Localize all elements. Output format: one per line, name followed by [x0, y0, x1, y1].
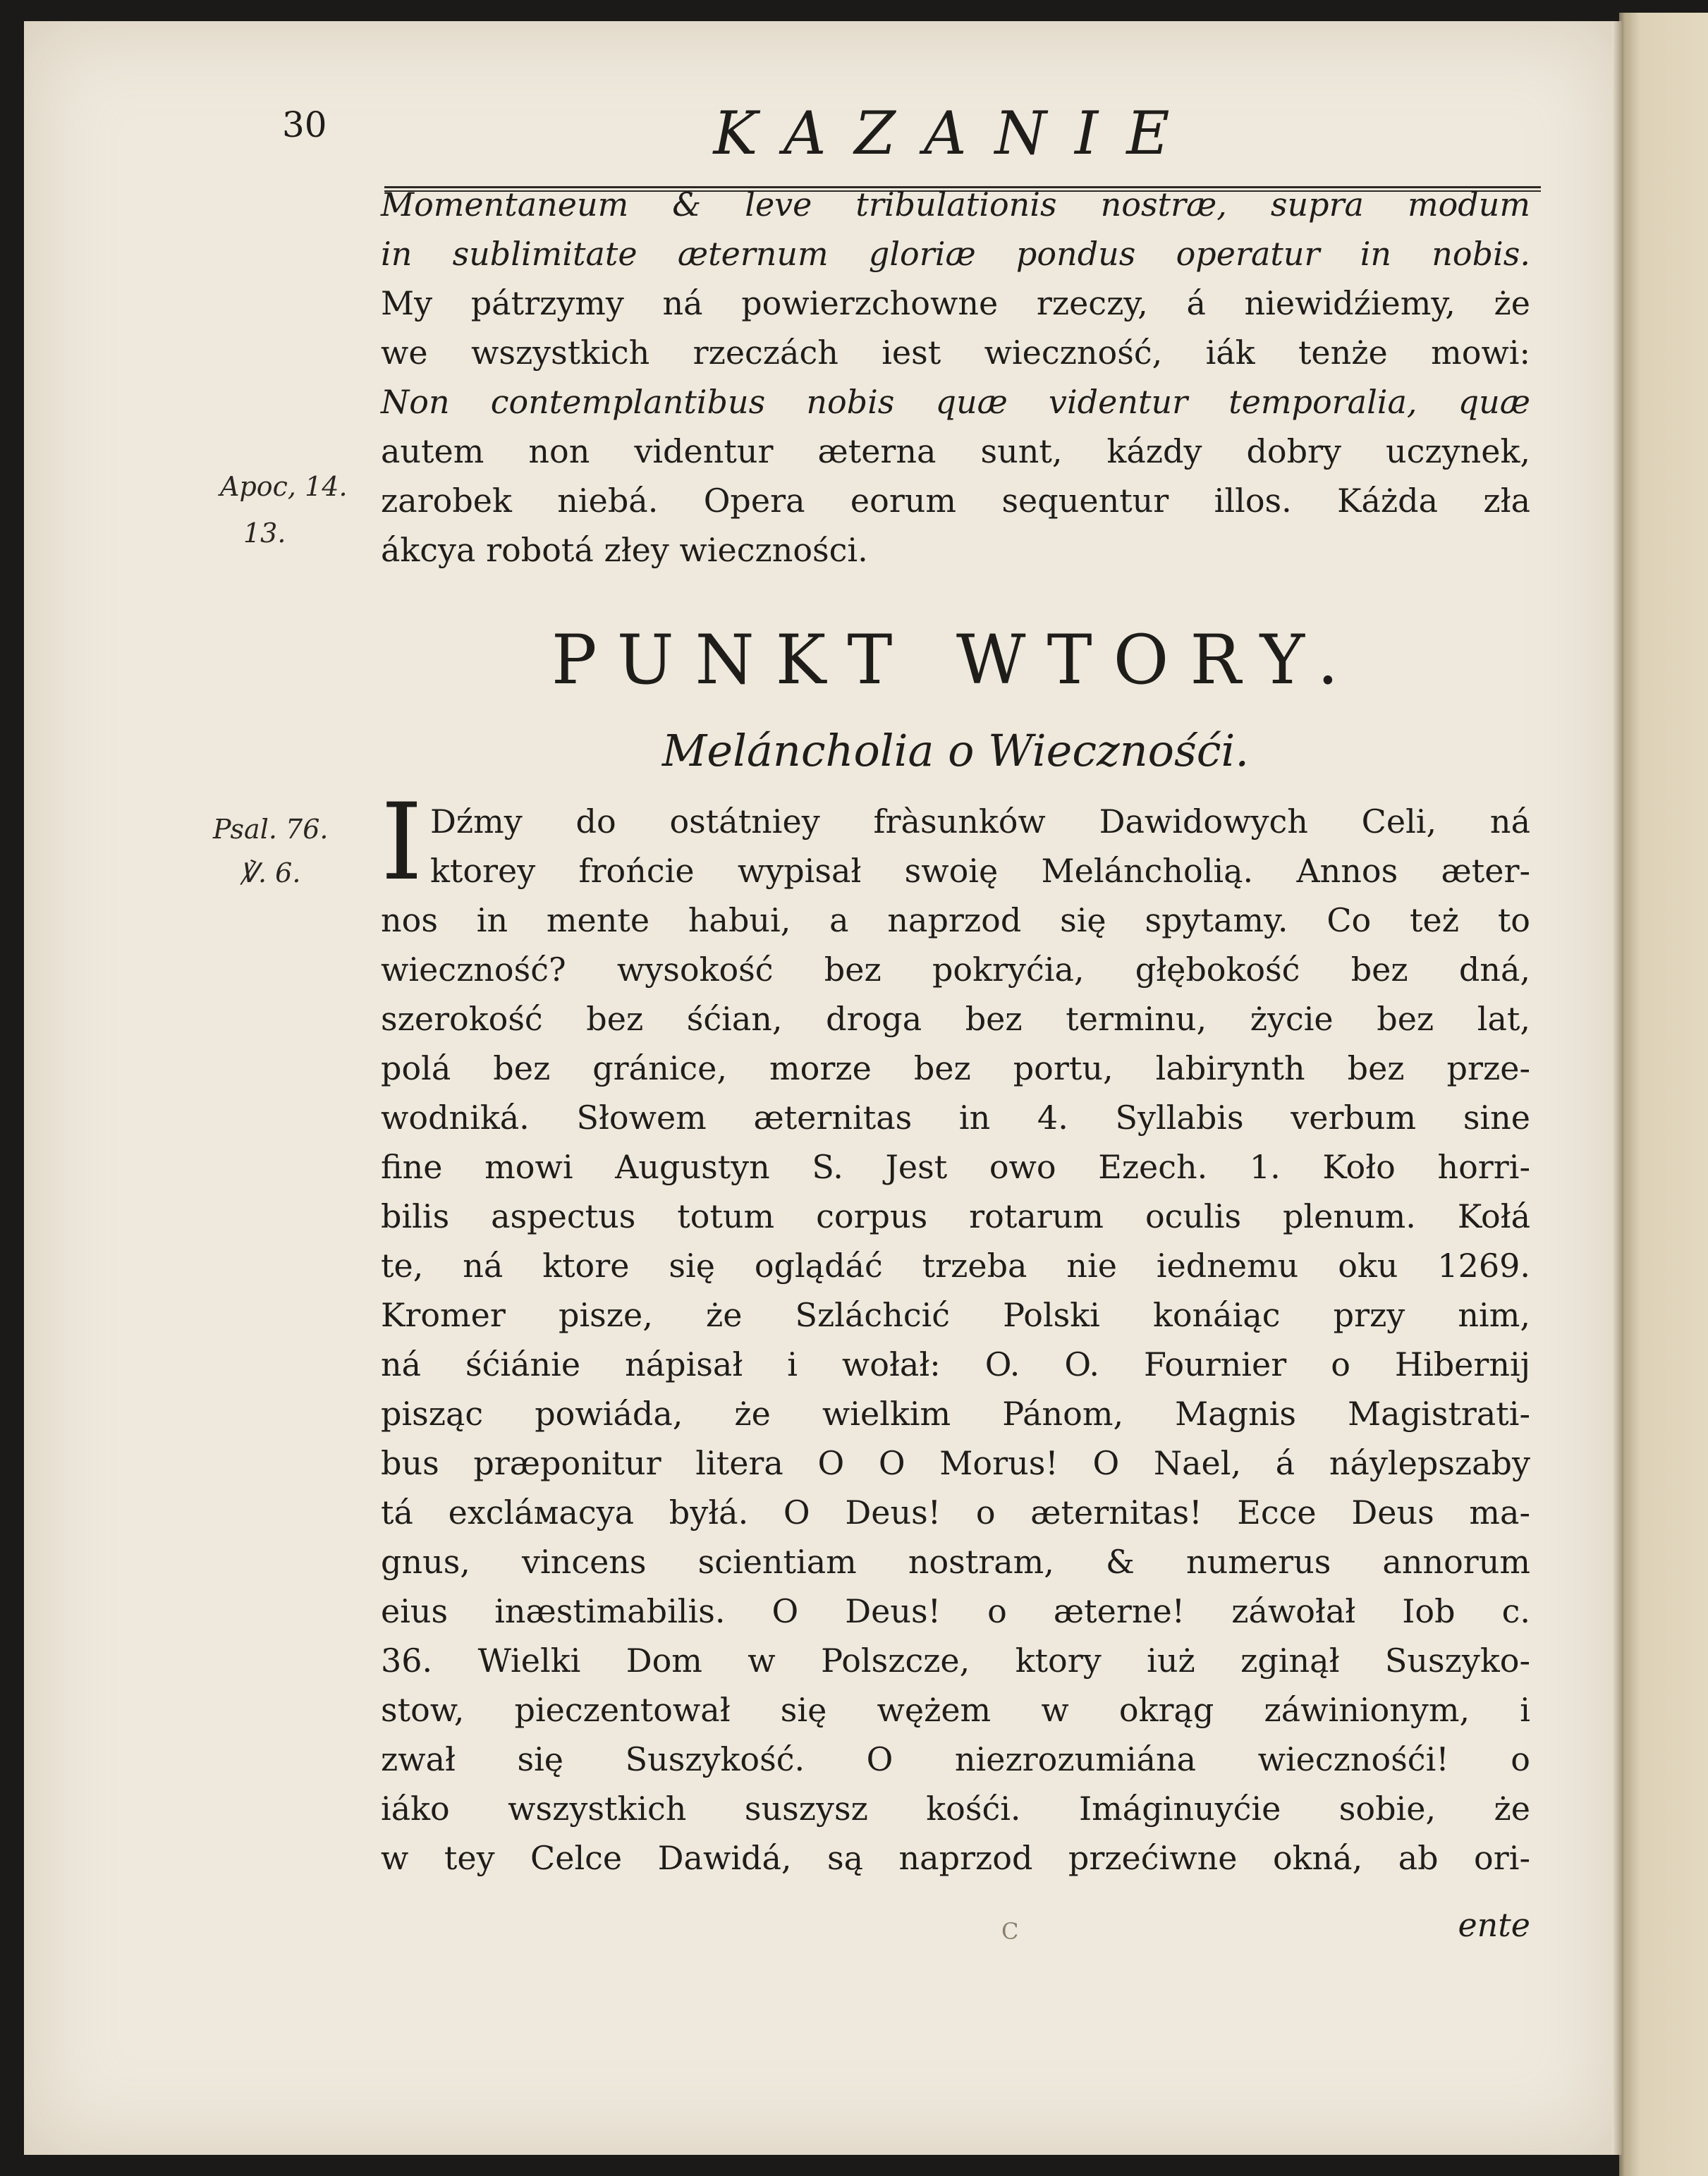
text-line: Dźmy do ostátniey fràsunków Dawidowych Celi, ná: [430, 802, 1530, 841]
margin-note-psal: Psal. 76.: [213, 814, 329, 845]
text-line: stow, pieczentował się wężem w okrąg záwinionym, i: [381, 1691, 1530, 1729]
text-line: zwał się Suszykość. O niezrozumiána wiecznośći! o: [381, 1740, 1530, 1778]
text-line: autem non videntur æterna sunt, kázdy dobry uczynek,: [381, 432, 1530, 470]
text-line: ktorey frońcie wypisał swoię Meláncholią. Annos æter-: [430, 852, 1530, 890]
text-line: zarobek niebá. Opera eorum sequentur illos. Káżda zła: [381, 482, 1530, 520]
adjacent-page-edge: [1619, 13, 1708, 2176]
text-line: bilis aspectus totum corpus rotarum oculis plenum. Kołá: [381, 1197, 1530, 1235]
text-line: 36. Wielki Dom w Polszcze, ktory iuż zginął Suszyko-: [381, 1642, 1530, 1680]
text-line: eius inæstimabilis. O Deus! o æterne! záwołał Iob c.: [381, 1592, 1530, 1630]
section-heading: PUNKT WTORY.: [551, 621, 1360, 699]
text-line: bus præponitur litera O O Morus! O Nael, á náylepszaby: [381, 1444, 1530, 1482]
text-line: w tey Celce Dawidá, są naprzod przećiwne okná, ab ori-: [381, 1839, 1530, 1877]
text-line: Non contemplantibus nobis quæ videntur temporalia, quæ: [381, 383, 1530, 421]
margin-note-apoc: Apoc, 14.: [220, 471, 348, 502]
text-line: ná śćiánie nápisał i wołał: O. O. Fournier o Hibernij: [381, 1345, 1530, 1383]
text-line: wieczność? wysokość bez pokryćia, głębokość bez dná,: [381, 951, 1530, 989]
running-head: KAZANIE: [713, 99, 1198, 168]
text-line: nos in mente habui, a naprzod się spytamy. Co też to: [381, 901, 1530, 939]
page-gutter: [1612, 21, 1622, 2155]
section-subheading: Meláncholia o Wiecznośći.: [661, 725, 1250, 776]
text-line: wodniká. Słowem æternitas in 4. Syllabis verbum sine: [381, 1099, 1530, 1137]
drop-capital: I: [381, 781, 423, 904]
text-line: Momentaneum & leve tribulationis nostræ, supra modum: [381, 185, 1530, 224]
catchword: ente: [1458, 1906, 1530, 1944]
text-line: iáko wszystkich suszysz kośći. Imáginuyćie sobie, że: [381, 1790, 1530, 1828]
text-line: in sublimitate æternum gloriæ pondus operatur in nobis.: [381, 235, 1530, 273]
signature-mark: C: [1001, 1918, 1019, 1945]
page-number: 30: [282, 104, 327, 145]
text-line: tá excláмacya byłá. O Deus! o æternitas! Ecce Deus ma-: [381, 1493, 1530, 1532]
text-line: we wszystkich rzeczách iest wieczność, iák tenże mowi:: [381, 334, 1530, 372]
text-line: ákcya robotá złey wieczności.: [381, 531, 868, 569]
margin-note-psal-verse: ℣. 6.: [240, 857, 301, 888]
text-line: My pátrzymy ná powierzchowne rzeczy, á niewidźiemy, że: [381, 284, 1530, 322]
text-line: polá bez gránice, morze bez portu, labirynth bez prze-: [381, 1049, 1530, 1087]
text-line: gnus, vincens scientiam nostram, & numerus annorum: [381, 1543, 1530, 1581]
text-line: te, ná ktore się oglądáć trzeba nie iednemu oku 1269.: [381, 1247, 1530, 1285]
text-line: fine mowi Augustyn S. Jest owo Ezech. 1. Koło horri-: [381, 1148, 1530, 1186]
text-line: Kromer pisze, że Szláchcić Polski konáiąc przy nim,: [381, 1296, 1530, 1334]
text-line: szerokość bez śćian, droga bez terminu, życie bez lat,: [381, 1000, 1530, 1038]
text-line: pisząc powiáda, że wielkim Pánom, Magnis Magistrati-: [381, 1395, 1530, 1433]
margin-note-apoc-verse: 13.: [243, 518, 286, 549]
